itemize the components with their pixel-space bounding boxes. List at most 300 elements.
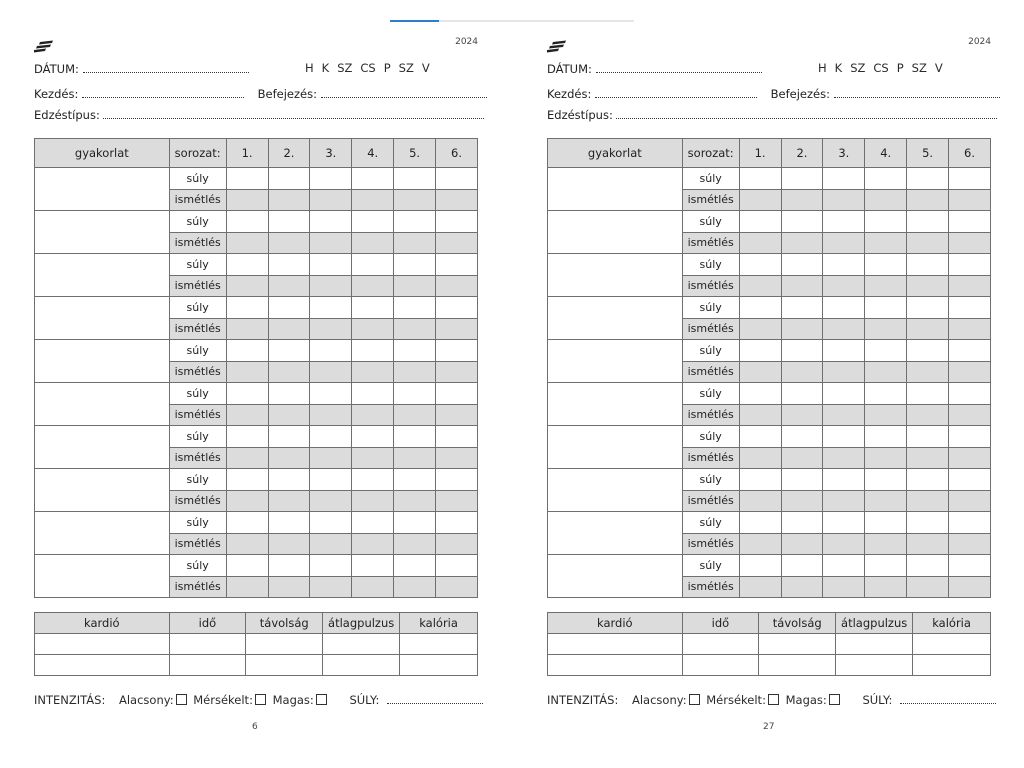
reps-cell[interactable] xyxy=(865,232,907,254)
exercise-cell[interactable] xyxy=(548,211,683,254)
reps-cell[interactable] xyxy=(865,533,907,555)
weight-cell[interactable] xyxy=(352,168,394,190)
reps-cell[interactable] xyxy=(739,318,781,340)
weight-cell[interactable] xyxy=(352,555,394,577)
weight-cell[interactable] xyxy=(949,383,991,405)
reps-cell[interactable] xyxy=(781,361,823,383)
cardio-cell[interactable] xyxy=(548,634,683,655)
reps-cell[interactable] xyxy=(865,275,907,297)
reps-cell[interactable] xyxy=(226,189,268,211)
weight-cell[interactable] xyxy=(781,426,823,448)
weight-cell[interactable] xyxy=(907,426,949,448)
intensity-low-checkbox[interactable] xyxy=(176,694,187,705)
weight-cell[interactable] xyxy=(739,469,781,491)
reps-cell[interactable] xyxy=(268,533,310,555)
reps-cell[interactable] xyxy=(781,447,823,469)
intensity-high-checkbox[interactable] xyxy=(316,694,327,705)
weight-cell[interactable] xyxy=(823,555,865,577)
date-field[interactable] xyxy=(596,63,762,73)
weekday-option[interactable]: SZ xyxy=(337,61,353,75)
reps-cell[interactable] xyxy=(949,576,991,598)
cardio-cell[interactable] xyxy=(836,655,913,676)
reps-cell[interactable] xyxy=(781,318,823,340)
weekday-option[interactable]: CS xyxy=(360,61,376,75)
reps-cell[interactable] xyxy=(352,318,394,340)
weight-cell[interactable] xyxy=(949,254,991,276)
reps-cell[interactable] xyxy=(865,404,907,426)
cardio-cell[interactable] xyxy=(548,655,683,676)
weight-cell[interactable] xyxy=(739,211,781,233)
reps-cell[interactable] xyxy=(907,533,949,555)
reps-cell[interactable] xyxy=(352,533,394,555)
reps-cell[interactable] xyxy=(907,490,949,512)
cardio-cell[interactable] xyxy=(759,634,836,655)
weekday-option[interactable]: P xyxy=(383,61,391,75)
weight-cell[interactable] xyxy=(436,512,478,534)
weight-cell[interactable] xyxy=(949,297,991,319)
weight-cell[interactable] xyxy=(739,426,781,448)
reps-cell[interactable] xyxy=(739,490,781,512)
weight-cell[interactable] xyxy=(226,168,268,190)
weight-cell[interactable] xyxy=(739,254,781,276)
reps-cell[interactable] xyxy=(436,404,478,426)
weight-cell[interactable] xyxy=(268,469,310,491)
weight-cell[interactable] xyxy=(310,168,352,190)
reps-cell[interactable] xyxy=(310,318,352,340)
weight-cell[interactable] xyxy=(865,469,907,491)
weight-cell[interactable] xyxy=(226,512,268,534)
reps-cell[interactable] xyxy=(310,533,352,555)
reps-cell[interactable] xyxy=(310,576,352,598)
weight-cell[interactable] xyxy=(781,254,823,276)
cardio-cell[interactable] xyxy=(913,655,991,676)
reps-cell[interactable] xyxy=(739,275,781,297)
reps-cell[interactable] xyxy=(226,576,268,598)
cardio-cell[interactable] xyxy=(400,655,478,676)
reps-cell[interactable] xyxy=(436,275,478,297)
cardio-cell[interactable] xyxy=(35,655,170,676)
weight-cell[interactable] xyxy=(907,512,949,534)
reps-cell[interactable] xyxy=(823,490,865,512)
weight-cell[interactable] xyxy=(310,340,352,362)
weight-cell[interactable] xyxy=(739,383,781,405)
reps-cell[interactable] xyxy=(394,404,436,426)
reps-cell[interactable] xyxy=(352,189,394,211)
reps-cell[interactable] xyxy=(268,232,310,254)
reps-cell[interactable] xyxy=(310,447,352,469)
reps-cell[interactable] xyxy=(310,232,352,254)
weight-cell[interactable] xyxy=(823,211,865,233)
cardio-cell[interactable] xyxy=(169,655,246,676)
reps-cell[interactable] xyxy=(394,232,436,254)
weight-cell[interactable] xyxy=(352,340,394,362)
weight-cell[interactable] xyxy=(268,340,310,362)
weight-cell[interactable] xyxy=(436,211,478,233)
cardio-cell[interactable] xyxy=(323,655,400,676)
exercise-cell[interactable] xyxy=(35,168,170,211)
intensity-moderate-checkbox[interactable] xyxy=(768,694,779,705)
start-field[interactable] xyxy=(595,88,757,98)
cardio-cell[interactable] xyxy=(246,655,323,676)
reps-cell[interactable] xyxy=(226,533,268,555)
weekday-option[interactable]: V xyxy=(421,61,430,75)
weight-cell[interactable] xyxy=(310,469,352,491)
reps-cell[interactable] xyxy=(226,361,268,383)
weight-cell[interactable] xyxy=(781,168,823,190)
reps-cell[interactable] xyxy=(739,404,781,426)
reps-cell[interactable] xyxy=(352,361,394,383)
weight-cell[interactable] xyxy=(823,469,865,491)
weight-cell[interactable] xyxy=(907,297,949,319)
weight-cell[interactable] xyxy=(394,211,436,233)
weight-cell[interactable] xyxy=(310,555,352,577)
reps-cell[interactable] xyxy=(268,189,310,211)
reps-cell[interactable] xyxy=(268,490,310,512)
weight-cell[interactable] xyxy=(949,340,991,362)
reps-cell[interactable] xyxy=(823,576,865,598)
reps-cell[interactable] xyxy=(781,232,823,254)
exercise-cell[interactable] xyxy=(35,211,170,254)
reps-cell[interactable] xyxy=(352,490,394,512)
weight-cell[interactable] xyxy=(823,254,865,276)
weight-cell[interactable] xyxy=(394,383,436,405)
reps-cell[interactable] xyxy=(865,490,907,512)
weight-cell[interactable] xyxy=(394,254,436,276)
weight-cell[interactable] xyxy=(268,297,310,319)
reps-cell[interactable] xyxy=(310,490,352,512)
reps-cell[interactable] xyxy=(226,404,268,426)
weight-cell[interactable] xyxy=(268,426,310,448)
reps-cell[interactable] xyxy=(436,318,478,340)
reps-cell[interactable] xyxy=(436,361,478,383)
reps-cell[interactable] xyxy=(352,576,394,598)
weight-cell[interactable] xyxy=(907,469,949,491)
weight-cell[interactable] xyxy=(949,168,991,190)
reps-cell[interactable] xyxy=(823,533,865,555)
reps-cell[interactable] xyxy=(781,189,823,211)
reps-cell[interactable] xyxy=(823,232,865,254)
reps-cell[interactable] xyxy=(394,576,436,598)
weekday-option[interactable]: SZ xyxy=(398,61,414,75)
weight-cell[interactable] xyxy=(226,555,268,577)
exercise-cell[interactable] xyxy=(35,512,170,555)
reps-cell[interactable] xyxy=(949,533,991,555)
weight-cell[interactable] xyxy=(226,469,268,491)
weight-cell[interactable] xyxy=(436,426,478,448)
weight-cell[interactable] xyxy=(781,383,823,405)
reps-cell[interactable] xyxy=(226,447,268,469)
reps-cell[interactable] xyxy=(781,275,823,297)
weight-cell[interactable] xyxy=(436,254,478,276)
reps-cell[interactable] xyxy=(823,275,865,297)
weight-cell[interactable] xyxy=(268,512,310,534)
weekday-option[interactable]: SZ xyxy=(911,61,927,75)
weight-cell[interactable] xyxy=(739,168,781,190)
weight-cell[interactable] xyxy=(394,297,436,319)
reps-cell[interactable] xyxy=(394,189,436,211)
reps-cell[interactable] xyxy=(739,232,781,254)
weight-cell[interactable] xyxy=(394,555,436,577)
cardio-cell[interactable] xyxy=(682,655,759,676)
reps-cell[interactable] xyxy=(865,447,907,469)
weight-cell[interactable] xyxy=(268,211,310,233)
cardio-cell[interactable] xyxy=(169,634,246,655)
reps-cell[interactable] xyxy=(394,318,436,340)
reps-cell[interactable] xyxy=(352,275,394,297)
weight-cell[interactable] xyxy=(352,211,394,233)
weight-cell[interactable] xyxy=(823,426,865,448)
weight-cell[interactable] xyxy=(949,211,991,233)
reps-cell[interactable] xyxy=(739,361,781,383)
reps-cell[interactable] xyxy=(907,404,949,426)
reps-cell[interactable] xyxy=(949,447,991,469)
weekday-option[interactable]: K xyxy=(834,61,843,75)
reps-cell[interactable] xyxy=(739,533,781,555)
weight-cell[interactable] xyxy=(436,340,478,362)
weight-cell[interactable] xyxy=(268,254,310,276)
weight-cell[interactable] xyxy=(781,340,823,362)
weight-cell[interactable] xyxy=(394,469,436,491)
weight-cell[interactable] xyxy=(865,211,907,233)
reps-cell[interactable] xyxy=(436,447,478,469)
cardio-cell[interactable] xyxy=(323,634,400,655)
weight-cell[interactable] xyxy=(907,555,949,577)
exercise-cell[interactable] xyxy=(548,340,683,383)
weight-cell[interactable] xyxy=(352,383,394,405)
reps-cell[interactable] xyxy=(949,318,991,340)
reps-cell[interactable] xyxy=(268,447,310,469)
cardio-cell[interactable] xyxy=(759,655,836,676)
cardio-cell[interactable] xyxy=(913,634,991,655)
weight-cell[interactable] xyxy=(268,168,310,190)
reps-cell[interactable] xyxy=(907,275,949,297)
weight-cell[interactable] xyxy=(352,297,394,319)
weight-cell[interactable] xyxy=(226,383,268,405)
weekday-option[interactable]: H xyxy=(818,61,827,75)
exercise-cell[interactable] xyxy=(35,340,170,383)
weight-cell[interactable] xyxy=(268,555,310,577)
reps-cell[interactable] xyxy=(394,447,436,469)
weight-cell[interactable] xyxy=(781,469,823,491)
reps-cell[interactable] xyxy=(739,447,781,469)
reps-cell[interactable] xyxy=(823,361,865,383)
reps-cell[interactable] xyxy=(907,576,949,598)
reps-cell[interactable] xyxy=(352,447,394,469)
exercise-cell[interactable] xyxy=(548,512,683,555)
reps-cell[interactable] xyxy=(436,490,478,512)
weight-cell[interactable] xyxy=(394,168,436,190)
exercise-cell[interactable] xyxy=(548,555,683,598)
body-weight-field[interactable] xyxy=(900,694,996,704)
reps-cell[interactable] xyxy=(310,404,352,426)
intensity-high-checkbox[interactable] xyxy=(829,694,840,705)
exercise-cell[interactable] xyxy=(548,469,683,512)
weight-cell[interactable] xyxy=(310,297,352,319)
weight-cell[interactable] xyxy=(226,426,268,448)
body-weight-field[interactable] xyxy=(387,694,483,704)
intensity-moderate-checkbox[interactable] xyxy=(255,694,266,705)
reps-cell[interactable] xyxy=(226,318,268,340)
reps-cell[interactable] xyxy=(394,533,436,555)
cardio-cell[interactable] xyxy=(836,634,913,655)
exercise-cell[interactable] xyxy=(35,383,170,426)
start-field[interactable] xyxy=(82,88,244,98)
weight-cell[interactable] xyxy=(907,254,949,276)
weight-cell[interactable] xyxy=(865,512,907,534)
weight-cell[interactable] xyxy=(865,297,907,319)
weight-cell[interactable] xyxy=(268,383,310,405)
weight-cell[interactable] xyxy=(310,254,352,276)
weight-cell[interactable] xyxy=(352,254,394,276)
weight-cell[interactable] xyxy=(823,297,865,319)
weight-cell[interactable] xyxy=(823,383,865,405)
reps-cell[interactable] xyxy=(907,232,949,254)
weekday-option[interactable]: SZ xyxy=(850,61,866,75)
weight-cell[interactable] xyxy=(823,340,865,362)
reps-cell[interactable] xyxy=(823,189,865,211)
weekday-option[interactable]: P xyxy=(896,61,904,75)
weekday-option[interactable]: K xyxy=(321,61,330,75)
reps-cell[interactable] xyxy=(268,275,310,297)
reps-cell[interactable] xyxy=(226,275,268,297)
exercise-cell[interactable] xyxy=(35,555,170,598)
reps-cell[interactable] xyxy=(268,404,310,426)
end-field[interactable] xyxy=(321,88,487,98)
reps-cell[interactable] xyxy=(394,361,436,383)
reps-cell[interactable] xyxy=(436,189,478,211)
exercise-cell[interactable] xyxy=(548,383,683,426)
weekday-option[interactable]: H xyxy=(305,61,314,75)
weight-cell[interactable] xyxy=(907,211,949,233)
intensity-low-checkbox[interactable] xyxy=(689,694,700,705)
weight-cell[interactable] xyxy=(949,555,991,577)
weight-cell[interactable] xyxy=(394,426,436,448)
weight-cell[interactable] xyxy=(739,512,781,534)
weight-cell[interactable] xyxy=(226,211,268,233)
weight-cell[interactable] xyxy=(781,555,823,577)
weight-cell[interactable] xyxy=(436,168,478,190)
reps-cell[interactable] xyxy=(436,533,478,555)
weight-cell[interactable] xyxy=(907,383,949,405)
exercise-cell[interactable] xyxy=(35,254,170,297)
reps-cell[interactable] xyxy=(781,533,823,555)
reps-cell[interactable] xyxy=(352,232,394,254)
reps-cell[interactable] xyxy=(907,447,949,469)
weight-cell[interactable] xyxy=(823,168,865,190)
weight-cell[interactable] xyxy=(310,211,352,233)
weight-cell[interactable] xyxy=(436,383,478,405)
weight-cell[interactable] xyxy=(352,512,394,534)
weight-cell[interactable] xyxy=(310,512,352,534)
weight-cell[interactable] xyxy=(436,469,478,491)
end-field[interactable] xyxy=(834,88,1000,98)
weight-cell[interactable] xyxy=(739,555,781,577)
reps-cell[interactable] xyxy=(949,275,991,297)
reps-cell[interactable] xyxy=(436,576,478,598)
exercise-cell[interactable] xyxy=(548,168,683,211)
weight-cell[interactable] xyxy=(949,512,991,534)
reps-cell[interactable] xyxy=(739,576,781,598)
weight-cell[interactable] xyxy=(781,297,823,319)
weight-cell[interactable] xyxy=(865,168,907,190)
reps-cell[interactable] xyxy=(907,361,949,383)
reps-cell[interactable] xyxy=(949,361,991,383)
weight-cell[interactable] xyxy=(394,340,436,362)
workout-type-field[interactable] xyxy=(616,109,997,119)
reps-cell[interactable] xyxy=(310,189,352,211)
reps-cell[interactable] xyxy=(865,189,907,211)
exercise-cell[interactable] xyxy=(35,426,170,469)
workout-type-field[interactable] xyxy=(103,109,484,119)
reps-cell[interactable] xyxy=(949,490,991,512)
reps-cell[interactable] xyxy=(949,404,991,426)
reps-cell[interactable] xyxy=(268,361,310,383)
cardio-cell[interactable] xyxy=(682,634,759,655)
reps-cell[interactable] xyxy=(268,318,310,340)
weight-cell[interactable] xyxy=(823,512,865,534)
weight-cell[interactable] xyxy=(226,254,268,276)
weight-cell[interactable] xyxy=(394,512,436,534)
reps-cell[interactable] xyxy=(268,576,310,598)
reps-cell[interactable] xyxy=(436,232,478,254)
reps-cell[interactable] xyxy=(865,576,907,598)
weight-cell[interactable] xyxy=(907,168,949,190)
weight-cell[interactable] xyxy=(907,340,949,362)
weight-cell[interactable] xyxy=(781,512,823,534)
weight-cell[interactable] xyxy=(865,426,907,448)
weekday-option[interactable]: CS xyxy=(873,61,889,75)
weight-cell[interactable] xyxy=(226,340,268,362)
weight-cell[interactable] xyxy=(739,340,781,362)
weight-cell[interactable] xyxy=(865,555,907,577)
weight-cell[interactable] xyxy=(865,254,907,276)
reps-cell[interactable] xyxy=(739,189,781,211)
date-field[interactable] xyxy=(83,63,249,73)
reps-cell[interactable] xyxy=(865,361,907,383)
exercise-cell[interactable] xyxy=(35,469,170,512)
cardio-cell[interactable] xyxy=(246,634,323,655)
weight-cell[interactable] xyxy=(781,211,823,233)
cardio-cell[interactable] xyxy=(400,634,478,655)
reps-cell[interactable] xyxy=(310,275,352,297)
weight-cell[interactable] xyxy=(865,340,907,362)
reps-cell[interactable] xyxy=(907,318,949,340)
reps-cell[interactable] xyxy=(352,404,394,426)
exercise-cell[interactable] xyxy=(548,297,683,340)
reps-cell[interactable] xyxy=(823,404,865,426)
reps-cell[interactable] xyxy=(823,318,865,340)
weight-cell[interactable] xyxy=(226,297,268,319)
weight-cell[interactable] xyxy=(739,297,781,319)
reps-cell[interactable] xyxy=(310,361,352,383)
weight-cell[interactable] xyxy=(352,469,394,491)
weight-cell[interactable] xyxy=(949,469,991,491)
weight-cell[interactable] xyxy=(865,383,907,405)
reps-cell[interactable] xyxy=(394,490,436,512)
reps-cell[interactable] xyxy=(394,275,436,297)
weight-cell[interactable] xyxy=(436,555,478,577)
reps-cell[interactable] xyxy=(226,232,268,254)
weight-cell[interactable] xyxy=(310,383,352,405)
reps-cell[interactable] xyxy=(865,318,907,340)
reps-cell[interactable] xyxy=(781,404,823,426)
weight-cell[interactable] xyxy=(436,297,478,319)
cardio-cell[interactable] xyxy=(35,634,170,655)
reps-cell[interactable] xyxy=(949,189,991,211)
weight-cell[interactable] xyxy=(352,426,394,448)
reps-cell[interactable] xyxy=(907,189,949,211)
reps-cell[interactable] xyxy=(781,490,823,512)
